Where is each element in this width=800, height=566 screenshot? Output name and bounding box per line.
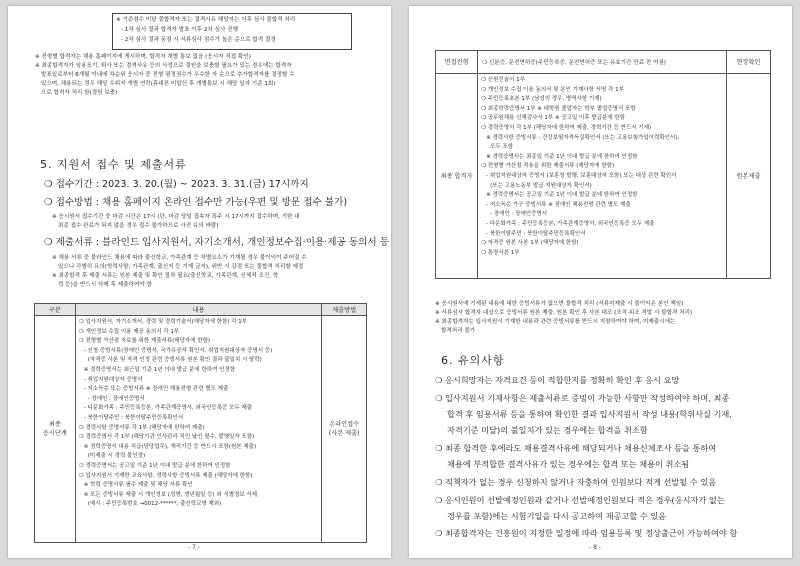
list-item: - 장애인 : 장애인증명서 <box>87 395 145 402</box>
row-label: 면접전형 <box>436 51 478 74</box>
caution-item: 경우를 포함)에는 시험기일을 다시 공고하여 재공고할 수 있음 <box>447 511 667 521</box>
note-line: ※ 최종합격 후 제출 서류는 원본 제출 및 확인 절차 필요(출신학교, 가족관계, 신체적 조건, 학 <box>52 273 279 279</box>
list-item: - 북한이탈주민 : 북한이탈주민등록확인서 <box>486 230 586 237</box>
notice-box-line: - 1차 심사 결과 합격자 발표 이후 2차 심사 진행 <box>121 27 239 33</box>
list-item: ❍ 경력증명서 각 1부 (해당기관 인사관리 직인 날인 필수, 발행일자 포함) <box>78 434 255 441</box>
submission-method <box>322 316 367 543</box>
list-item: ❍ 통장사본 1부 <box>481 249 520 256</box>
note-line: ※ 응시원서 접수기간 중 마감 시간은 17시 (단, 마감 당일 접속자 폭주 시 17시까지 접수하며, 기한 내 <box>52 214 300 220</box>
method-line: 온라인접수 <box>329 421 360 428</box>
list-item: ❍ 신원진술서 1부 <box>481 77 525 83</box>
notice-box <box>112 13 352 50</box>
row-label-line: 최종 <box>48 421 61 428</box>
list-item: ※ 경력증명서 내용 직급(담당업무), 재직기간 등 반드시 포함(원본 제출) <box>83 443 257 450</box>
list-item: ❍ 공무원채용 신체검사서 1부 ※ 공고일 이후 발급분에 한함 <box>481 115 626 122</box>
list-item: - 북한이탈주민 : 북한이탈주민등록확인서 <box>83 414 184 421</box>
list-item: - 장애인 : 장애인증명서 <box>490 211 548 218</box>
row-label: 최종 합격자 <box>436 74 478 279</box>
list-item: ❍ 개인정보 수집 이용 제공 동의서 각 1부 <box>78 328 180 335</box>
caution-item: 합격 후 임용서류 등을 통하여 확인한 결과 입사지원서 작성 내용(학위사실 기재, <box>447 409 732 419</box>
caution-item: ❍ 최종합격자는 건흥원이 지정한 일정에 따라 임용등록 및 정상출근이 가능하여야 함 <box>435 528 738 538</box>
list-item: - 다문화가족 : 주민등록등본, 가족관계증명서, 외국인등록증 모두 제출 <box>83 405 253 412</box>
note-line: ※ 응시원서에 기재된 내용에 대한 증빙서류가 없으면 불합격 처리 (서류미제출 시 불이익은 본인 책임) <box>435 301 684 307</box>
list-item: ❍ 개인정보 수집 이용 동의서 및 본인 기재사항 서명 각 1부 <box>481 86 624 93</box>
note-line: 으로 합격자 처리 함(결원 보충) <box>41 90 118 96</box>
info-item: ❍ 접수기간 : 2023. 3. 20.(월) ~ 2023. 3. 31.(금) 17시까지 <box>44 179 309 190</box>
list-item: ※ 경력증명서는 공고일 기준 1년 이내 발급 분에 한하여 인정함 <box>486 192 638 199</box>
caution-item: ❍ 직책자가 없는 경우 신청하지 않거나 자충하여 인원보다 적게 선발될 수 있음 <box>435 477 717 487</box>
list-item: ※ 학력 증명서류 필수 제출 및 해당 서류 확인 <box>83 482 193 489</box>
list-item: (자격증 사본 및 자격 인정 관련 증빙서류 원본 확인 결과 불일치 시 탈락) <box>87 357 262 364</box>
note-line: 합격처리 불가 <box>441 328 476 334</box>
document-page-right <box>409 6 792 558</box>
list-item: ❍ 전형별 가산점 자료를 위한 제출서류(해당자에 한함) <box>78 338 211 345</box>
list-item: ❍ 자격증 원본 사본 1부 (해당자에 한함) <box>481 240 579 247</box>
caution-item: ❍ 응시희망자는 자격요건 등이 적합한지를 정확히 확인 후 응시 요망 <box>435 375 680 385</box>
list-item: ❍ 전형별 가산점 적용을 위한 제출서류 (해당자에 한함) <box>481 163 615 170</box>
list-item: - 저소득층 가구 증빙서류 ※ 장애인 채용전형 관련 별도 제출 <box>486 201 631 208</box>
documents-table-continued <box>435 50 771 279</box>
notice-box-line: - 2차 심사 결과 동점 시 서류심사 점수가 높은 순으로 합격 결정 <box>121 37 276 43</box>
page-number: - 7 - <box>188 544 200 551</box>
submission-method: 원본제출 <box>727 74 771 279</box>
list-item: - 취업지원대상자 증명서 (보훈청 발행, 보훈대상자 포함) 또는 대상 관련 확인서 <box>486 172 677 179</box>
table-header: 제출방법 <box>322 304 367 316</box>
note-line: ※ 전형별 합격자는 채용 홈페이지에 게시하며, 합격자 개별 통보 없음 (응시자 직접 확인) <box>35 54 251 60</box>
submission-method: 현장확인 <box>727 51 771 74</box>
note-line: 있으며, 채용되는 경우 해당 수위자 개별 연락(휴대폰 미답신 후 개별통보 시 해당 일자 기준 1회) <box>41 81 276 87</box>
list-item: (또는 고용노동부 발급 지원대상자 확인서) <box>490 182 592 189</box>
list-item: ※ 경력증명서는 최근일 기준 1년 이내 발급 분에 한하여 인정함 <box>83 366 236 373</box>
document-page-left <box>8 6 391 558</box>
list-item: ❍ 입사지원서, 자기소개서, 경력 및 경력기술서(해당자에 한함) 각 1부 <box>78 319 248 325</box>
list-item: - 취업지원대상자 증명서 <box>83 376 143 383</box>
list-item: 모두 포함 <box>490 144 514 151</box>
list-item: ❍ 주민등록초본 1부 (남성의 경우, 병역사항 기재) <box>481 96 602 103</box>
note-line: ※ 채용 서류 중 블라인드 채용에 따라 출신학교, 가족관계 등 차별요소가 기재될 경우 불이익이 주어질 수 <box>52 255 307 261</box>
list-item: ※ 모든 증빙서류 제출 시 개인정보 (성명, 생년월일 등) 외 식별정보 삭제 <box>83 491 258 498</box>
list-item: (예시 : 주민등록번호 →0012-******, 출신학교명 제외) <box>87 501 222 508</box>
list-item: ❍ 경력증명서는 공고일 기준 1년 이내 발급 분에 한하여 인정함 <box>78 462 231 469</box>
row-label <box>35 316 76 543</box>
info-item: ❍ 제출서류 : 블라인드 입사지원서, 자기소개서, 개인정보수집·이용·제공 동의서 등 <box>44 237 389 248</box>
notice-box-line: ※ 기준점수 미달 불합격자 또는 결격사유 해당자는 이후 심사 불합격 처리 <box>116 17 296 23</box>
list-item: ※ 경력사항 증빙서류 : 건강보험자격득실확인서 (또는 고용보험가입이력확인서), <box>486 134 680 141</box>
documents-list <box>75 316 322 543</box>
caution-item: 채용에 부적합한 결격사유가 있는 경우에는 합격 또는 채용이 취소됨 <box>447 459 690 469</box>
note-line: 있으니 각별히 유의(학력사항, 가족관계, 출신지 등 기재 금지), 위반 시 감점 또는 불합격 처리할 예정 <box>58 264 304 270</box>
list-item: ❍ 입사지원서 기재한 교육사항, 경력사항 증빙서류 제출 (해당자에 한함) <box>78 472 253 479</box>
caution-item: 자격기준 미달)의 불일치가 있는 경우에는 합격을 취소함 <box>447 425 648 435</box>
documents-table <box>34 303 367 543</box>
list-item: - 저소득층 또는 증빙서류 ※ 장애인 채용전형 관련 별도 제출 <box>83 386 229 393</box>
list-item: ❍ 경력증명서 각 1부 (해당자에 한하여 제출, 경력기간 등 반드시 기재) <box>481 124 652 131</box>
note-line: 최종 접수 완료가 되지 않을 경우 접수 불가하므로 사전 유의 바람) <box>58 223 219 229</box>
note-line: ※ 서류심사 합격자 대상으로 증빙서류 원본 제출, 원본 확인 후 사본 대조 (조작·위조 적발 시 불합격 처리) <box>435 310 693 316</box>
section-title: 6. 유의사항 <box>441 354 505 367</box>
note-line: 발표일로부터 6개월 이내에 차순위 응시자 중 전형 평정점수가 우수한 자 순으로 추가합격자를 결정할 수 <box>41 72 295 78</box>
list-item: ❍ 경력사항 증명서류 각 1부 (해당자에 한하여 제출) <box>78 424 205 431</box>
row-label-line: 응시단계 <box>42 430 67 437</box>
note-line: 력 등)을 반드시 삭제 후 제출하여야 함 <box>58 282 152 288</box>
interview-docs: ❍ 신분증, 운전면허증(주민등록증, 운전면허증 또는 유효기간 만료 전 여권) <box>478 51 727 74</box>
method-line: (사본 제출) <box>328 430 360 437</box>
caution-item: ❍ 응시인원이 선발예정인원과 같거나 선발예정인원보다 적은 경우(응시자가 없는 <box>435 495 725 505</box>
list-item: - 신청 증빙서류(장애인 증명서, 국가유공자 확인서, 취업지원대상자 증명서 등) <box>83 347 273 354</box>
page-number: - 8 - <box>589 544 601 551</box>
caution-item: ❍ 최종 합격한 후에라도 채용결격사유에 해당되거나 채용신체조사 등을 통하여 <box>435 443 717 453</box>
final-docs-list <box>478 74 727 279</box>
section-title: 5. 지원서 접수 및 제출서류 <box>40 158 187 171</box>
info-item: ❍ 접수방법 : 채용 홈페이지 온라인 접수만 가능(우편 및 방문 접수 불가) <box>44 197 348 208</box>
list-item: - 다문화가족 : 주민등록등본, 가족관계증명서, 외국인등록증 모두 제출 <box>486 220 655 227</box>
note-line: ※ 최종합격자는 입사지원시 기재한 내용과 관련 증빙서류를 반드시 지참하여야 하며, 미제출시에는 <box>435 319 676 325</box>
list-item: ※ 경력증명서는 최종일 기준 1년 이내 발급 분에 한하여 인정함 <box>486 153 638 160</box>
table-header: 내용 <box>75 304 322 316</box>
list-item: ❍ 최종학력증명서 1부 ※ 대학원 졸업자는 학부 졸업증명서 포함 <box>481 105 636 112</box>
table-header: 구분 <box>35 304 76 316</box>
list-item: (미제출 시 경력 불인정) <box>87 453 146 460</box>
caution-item: ❍ 입사지원서 기재사항은 제출서류로 증빙이 가능한 사항만 작성하여야 하며, 최종 <box>435 393 730 403</box>
note-line: ※ 최종합격자가 임용포기, 퇴사 또는 결격사유 등의 사정으로 결원을 보충할 필요가 있는 경우에는 합격자 <box>35 63 292 69</box>
